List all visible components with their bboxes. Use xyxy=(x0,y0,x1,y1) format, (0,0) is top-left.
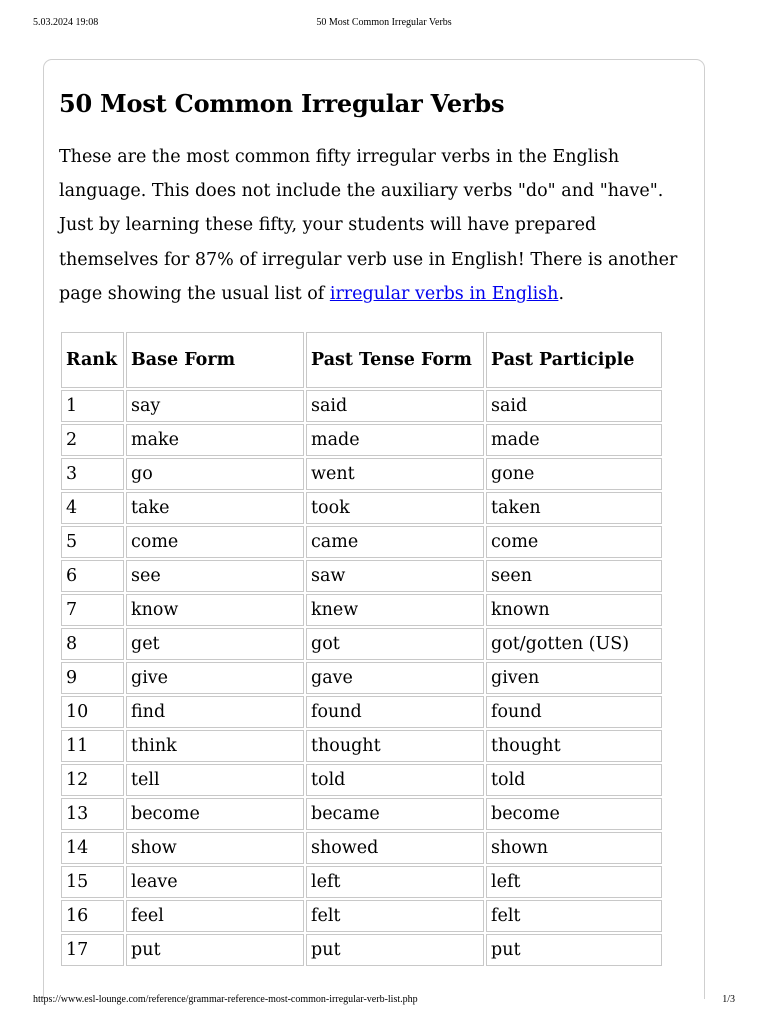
cell-past-tense: saw xyxy=(306,560,484,592)
cell-rank: 7 xyxy=(61,594,124,626)
cell-past-participle: found xyxy=(486,696,662,728)
cell-past-participle: left xyxy=(486,866,662,898)
cell-past-tense: gave xyxy=(306,662,484,694)
cell-past-tense: said xyxy=(306,390,484,422)
print-footer xyxy=(0,990,768,1008)
cell-base-form: take xyxy=(126,492,304,524)
cell-past-participle: put xyxy=(486,934,662,966)
cell-past-participle: known xyxy=(486,594,662,626)
table-row xyxy=(61,492,662,524)
cell-past-tense: told xyxy=(306,764,484,796)
table-row xyxy=(61,458,662,490)
cell-base-form: know xyxy=(126,594,304,626)
cell-rank: 8 xyxy=(61,628,124,660)
table-row xyxy=(61,900,662,932)
table-header-row xyxy=(61,332,662,388)
intro-text: These are the most common fifty irregular verbs in the English language. This does not include the auxiliary verbs "do" and "have". Just by learning these fifty, your students will have prepared themselves for 87% of irregular verb use in English! There is another page showing the usual list of xyxy=(59,147,678,304)
header-rank: Rank xyxy=(61,332,124,388)
cell-past-tense: felt xyxy=(306,900,484,932)
cell-past-tense: got xyxy=(306,628,484,660)
cell-past-participle: thought xyxy=(486,730,662,762)
cell-rank: 9 xyxy=(61,662,124,694)
irregular-verbs-link[interactable]: irregular verbs in English xyxy=(329,283,559,304)
cell-rank: 3 xyxy=(61,458,124,490)
header-base-form: Base Form xyxy=(126,332,304,388)
table-body xyxy=(61,390,662,966)
cell-past-tense: left xyxy=(306,866,484,898)
table-row xyxy=(61,390,662,422)
header-past-tense: Past Tense Form xyxy=(306,332,484,388)
print-header xyxy=(0,13,768,31)
cell-base-form: make xyxy=(126,424,304,456)
cell-rank: 11 xyxy=(61,730,124,762)
cell-past-participle: got/gotten (US) xyxy=(486,628,662,660)
header-past-participle: Past Participle xyxy=(486,332,662,388)
cell-past-participle: come xyxy=(486,526,662,558)
cell-past-participle: felt xyxy=(486,900,662,932)
cell-past-participle: shown xyxy=(486,832,662,864)
table-row xyxy=(61,424,662,456)
table-row xyxy=(61,696,662,728)
table-row xyxy=(61,832,662,864)
cell-base-form: show xyxy=(126,832,304,864)
cell-base-form: get xyxy=(126,628,304,660)
cell-rank: 13 xyxy=(61,798,124,830)
cell-past-participle: seen xyxy=(486,560,662,592)
table-row xyxy=(61,526,662,558)
cell-past-tense: went xyxy=(306,458,484,490)
print-date: 5.03.2024 19:08 xyxy=(33,17,99,28)
cell-past-participle: said xyxy=(486,390,662,422)
cell-past-participle: told xyxy=(486,764,662,796)
cell-past-participle: taken xyxy=(486,492,662,524)
page-number: 1/3 xyxy=(722,994,735,1005)
table-row xyxy=(61,628,662,660)
print-url: https://www.esl-lounge.com/reference/grammar-reference-most-common-irregular-verb-list.php xyxy=(33,994,418,1005)
cell-rank: 10 xyxy=(61,696,124,728)
cell-rank: 14 xyxy=(61,832,124,864)
table-row xyxy=(61,662,662,694)
intro-paragraph xyxy=(59,140,699,311)
cell-base-form: come xyxy=(126,526,304,558)
cell-past-tense: became xyxy=(306,798,484,830)
print-title: 50 Most Common Irregular Verbs xyxy=(316,17,452,28)
cell-rank: 2 xyxy=(61,424,124,456)
cell-past-tense: put xyxy=(306,934,484,966)
cell-past-tense: came xyxy=(306,526,484,558)
page-title: 50 Most Common Irregular Verbs xyxy=(59,89,505,118)
cell-rank: 16 xyxy=(61,900,124,932)
cell-past-tense: found xyxy=(306,696,484,728)
cell-rank: 17 xyxy=(61,934,124,966)
cell-past-tense: made xyxy=(306,424,484,456)
cell-rank: 15 xyxy=(61,866,124,898)
cell-rank: 4 xyxy=(61,492,124,524)
cell-past-tense: knew xyxy=(306,594,484,626)
verbs-table xyxy=(59,330,664,968)
intro-end: . xyxy=(558,283,565,304)
cell-past-participle: made xyxy=(486,424,662,456)
table-row xyxy=(61,594,662,626)
cell-rank: 1 xyxy=(61,390,124,422)
cell-past-tense: took xyxy=(306,492,484,524)
cell-base-form: put xyxy=(126,934,304,966)
cell-base-form: tell xyxy=(126,764,304,796)
cell-rank: 6 xyxy=(61,560,124,592)
cell-base-form: give xyxy=(126,662,304,694)
table-row xyxy=(61,798,662,830)
table-row xyxy=(61,764,662,796)
cell-base-form: feel xyxy=(126,900,304,932)
cell-base-form: go xyxy=(126,458,304,490)
cell-rank: 5 xyxy=(61,526,124,558)
cell-base-form: leave xyxy=(126,866,304,898)
cell-base-form: see xyxy=(126,560,304,592)
table-row xyxy=(61,560,662,592)
cell-base-form: say xyxy=(126,390,304,422)
table-row xyxy=(61,730,662,762)
cell-past-participle: given xyxy=(486,662,662,694)
cell-rank: 12 xyxy=(61,764,124,796)
cell-base-form: find xyxy=(126,696,304,728)
cell-past-tense: thought xyxy=(306,730,484,762)
cell-past-tense: showed xyxy=(306,832,484,864)
table-row xyxy=(61,934,662,966)
cell-base-form: become xyxy=(126,798,304,830)
cell-past-participle: gone xyxy=(486,458,662,490)
cell-past-participle: become xyxy=(486,798,662,830)
cell-base-form: think xyxy=(126,730,304,762)
table-row xyxy=(61,866,662,898)
